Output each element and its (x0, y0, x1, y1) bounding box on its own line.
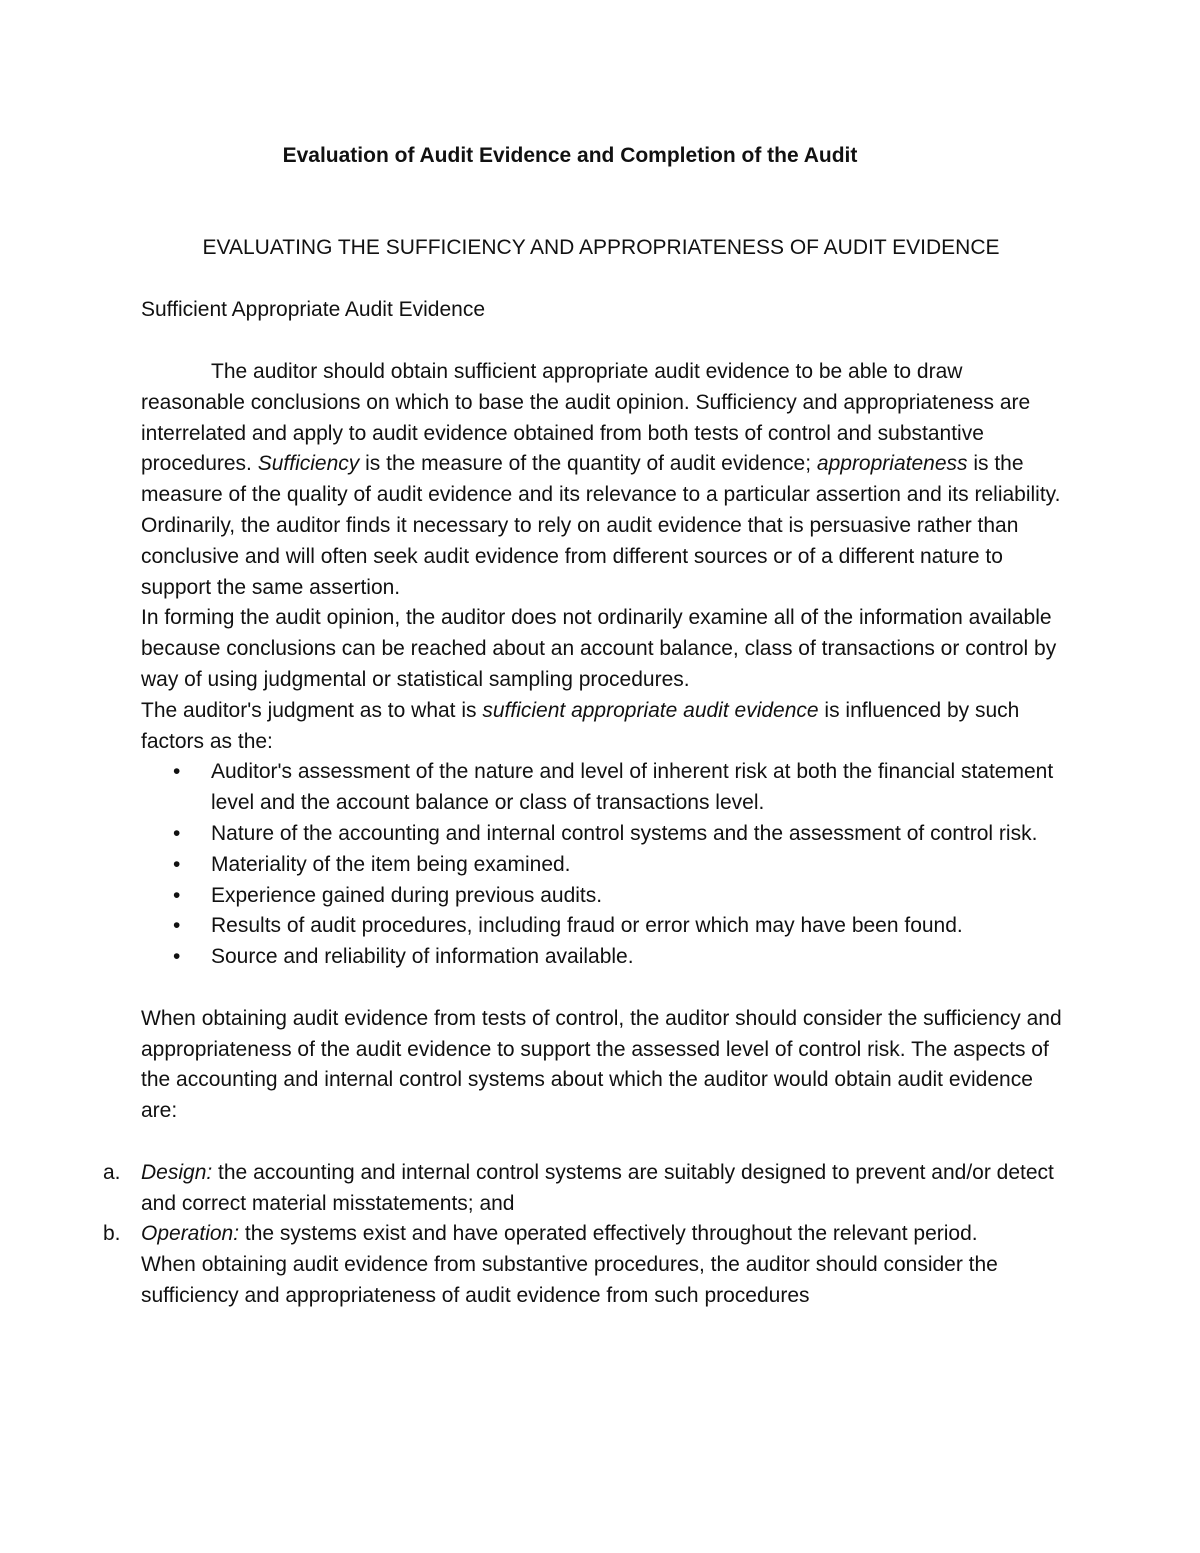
term-sufficient-appropriate: sufficient appropriate audit evidence (482, 698, 819, 722)
paragraph-text: The auditor should obtain sufficient appropriate audit evidence to be able to draw reasonable conclusions on which to base the audit opinion. Sufficiency and appropriateness are interrelated and apply to audit evidence obtained from both tests of control and substantive procedures. (141, 360, 1031, 476)
list-item (141, 757, 1066, 819)
term-operation: Operation: (141, 1222, 240, 1246)
list-item-text: Experience gained during previous audits. (211, 883, 603, 907)
paragraph-auditor-judgment (141, 696, 1066, 758)
paragraph-sufficiency (141, 357, 1066, 603)
list-item-text: Source and reliability of information available. (211, 945, 634, 969)
list-item-text: Materiality of the item being examined. (211, 852, 571, 876)
list-item (141, 850, 1066, 881)
paragraph-tests-of-control: When obtaining audit evidence from tests of control, the auditor should consider the sufficiency and appropriateness of the audit evidence to support the assessed level of control risk. The aspects of the accounting and internal control systems about which the auditor would obtain audit evidence are: (141, 1006, 1062, 1123)
section-heading: EVALUATING THE SUFFICIENCY AND APPROPRIATENESS OF AUDIT EVIDENCE (202, 236, 1000, 259)
term-design: Design: (141, 1160, 213, 1184)
letter-marker: b. (103, 1222, 121, 1246)
bullet-marker: • (173, 760, 181, 784)
list-item-text: the accounting and internal control systems are suitably designed to prevent and/or detect and correct material misstatements; and (141, 1160, 1054, 1215)
list-item (103, 1158, 1066, 1220)
list-item (141, 942, 1066, 973)
paragraph-text: is the measure of the quality of audit evidence and its relevance to a particular assertion and its reliability. Ordinarily, the auditor finds it necessary to rely on audit evidence that is persuasive rather than conclusive and will often seek audit evidence from different sources or of a different nature to support the same assertion. (141, 452, 1061, 599)
spacer (141, 973, 1066, 1004)
list-item-text: the systems exist and have operated effectively throughout the relevant period. (239, 1222, 978, 1246)
list-item-text: Auditor's assessment of the nature and level of inherent risk at both the financial statement level and the account balance or class of transactions level. (211, 760, 1054, 815)
bullet-marker: • (173, 914, 181, 938)
bullet-marker: • (173, 883, 181, 907)
paragraph-text: is the measure of the quantity of audit evidence; (359, 452, 817, 476)
list-item (141, 881, 1066, 912)
list-item (141, 911, 1066, 942)
factors-list (141, 757, 1066, 973)
paragraph-substantive-procedures: When obtaining audit evidence from substantive procedures, the auditor should consider the sufficiency and appropriateness of audit evidence from such procedures (141, 1253, 998, 1307)
term-sufficiency: Sufficiency (257, 452, 360, 476)
bullet-marker: • (173, 852, 181, 876)
aspects-list (103, 1158, 1066, 1250)
subheading: Sufficient Appropriate Audit Evidence (141, 298, 486, 321)
document-body (103, 357, 1066, 1312)
list-item-text: Results of audit procedures, including fraud or error which may have been found. (211, 914, 963, 938)
spacer (141, 1127, 1066, 1158)
list-item-text: Nature of the accounting and internal control systems and the assessment of control risk. (211, 821, 1038, 845)
list-item (103, 1219, 1066, 1250)
paragraph-text: is influenced by such factors as the: (141, 698, 1020, 753)
term-appropriateness: appropriateness (816, 452, 968, 476)
paragraph-text: The auditor's judgment as to what is (141, 698, 483, 722)
bullet-marker: • (173, 821, 181, 845)
list-item (141, 819, 1066, 850)
bullet-marker: • (173, 945, 181, 969)
paragraph-audit-opinion: In forming the audit opinion, the auditor does not ordinarily examine all of the information available because conclusions can be reached about an account balance, class of transactions or control by way of using judgmental or statistical sampling procedures. (141, 606, 1057, 691)
letter-marker: a. (103, 1160, 121, 1184)
document-title: Evaluation of Audit Evidence and Completion of the Audit (282, 144, 858, 167)
